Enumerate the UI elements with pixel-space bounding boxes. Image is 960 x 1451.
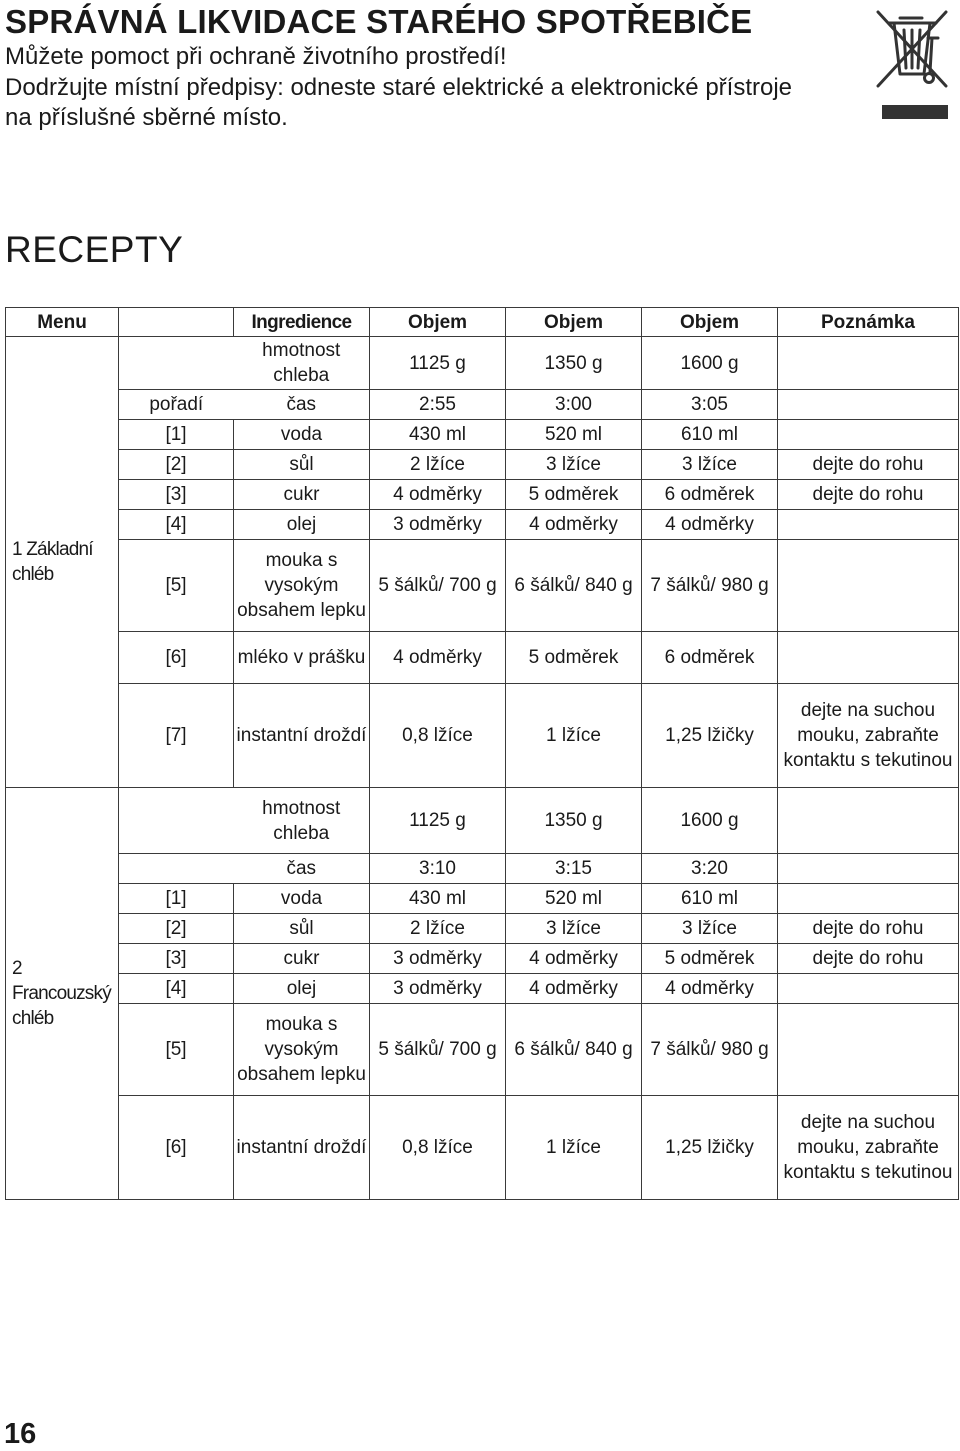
volume-cell: 610 ml	[642, 420, 778, 450]
note-cell	[778, 337, 959, 390]
volume-cell: 3 lžíce	[506, 914, 642, 944]
volume-cell: 4 odměrky	[506, 974, 642, 1004]
volume-cell: 7 šálků/ 980 g	[642, 540, 778, 632]
volume-cell: 3 odměrky	[370, 944, 506, 974]
recipes-table	[5, 307, 959, 1200]
volume-cell: 2 lžíce	[370, 914, 506, 944]
order-cell: [5]	[119, 540, 234, 632]
volume-cell: 5 odměrek	[506, 632, 642, 684]
volume-cell: 4 odměrky	[642, 974, 778, 1004]
table-row	[6, 884, 959, 914]
disposal-line: Můžete pomoct při ochraně životního prostředí!	[5, 43, 507, 70]
ingredient-cell: voda	[234, 884, 370, 914]
table-row	[6, 390, 959, 420]
volume-cell: 3 lžíce	[642, 914, 778, 944]
order-cell: [2]	[119, 450, 234, 480]
ingredient-cell: voda	[234, 420, 370, 450]
header-order	[119, 308, 234, 337]
ingredient-cell: čas	[234, 390, 370, 420]
volume-cell: 3:10	[370, 854, 506, 884]
disposal-line: Dodržujte místní předpisy: odneste staré elektrické a elektronické přístroje	[5, 73, 793, 101]
ingredient-cell: instantní droždí	[234, 1096, 370, 1200]
crossed-out-wheelie-bin-icon	[872, 8, 952, 123]
page-number: 16	[4, 1418, 37, 1450]
order-cell: [6]	[119, 632, 234, 684]
ingredient-cell: olej	[234, 974, 370, 1004]
volume-cell: 1 lžíce	[506, 684, 642, 788]
table-row	[6, 854, 959, 884]
ingredient-cell: čas	[234, 854, 370, 884]
ingredient-cell: olej	[234, 510, 370, 540]
volume-cell: 3 lžíce	[642, 450, 778, 480]
volume-cell: 1350 g	[506, 337, 642, 390]
table-row	[6, 944, 959, 974]
table-row	[6, 788, 959, 854]
volume-cell: 5 šálků/ 700 g	[370, 540, 506, 632]
note-cell	[778, 510, 959, 540]
volume-cell: 4 odměrky	[370, 632, 506, 684]
volume-cell: 0,8 lžíce	[370, 684, 506, 788]
note-cell	[778, 390, 959, 420]
volume-cell: 5 odměrek	[642, 944, 778, 974]
order-cell: [1]	[119, 420, 234, 450]
volume-cell: 3 lžíce	[506, 450, 642, 480]
ingredient-cell: sůl	[234, 914, 370, 944]
note-cell	[778, 420, 959, 450]
volume-cell: 1125 g	[370, 337, 506, 390]
ingredient-cell: cukr	[234, 944, 370, 974]
volume-cell: 1,25 lžičky	[642, 684, 778, 788]
volume-cell: 1600 g	[642, 337, 778, 390]
ingredient-cell: mléko v prášku	[234, 632, 370, 684]
ingredient-cell: hmotnost chleba	[234, 337, 370, 390]
order-cell: [3]	[119, 944, 234, 974]
order-cell: [3]	[119, 480, 234, 510]
volume-cell: 7 šálků/ 980 g	[642, 1004, 778, 1096]
disposal-text	[5, 42, 792, 134]
volume-cell: 0,8 lžíce	[370, 1096, 506, 1200]
ingredient-cell: instantní droždí	[234, 684, 370, 788]
volume-cell: 520 ml	[506, 884, 642, 914]
volume-cell: 1 lžíce	[506, 1096, 642, 1200]
menu-cell: 2 Francouzský chléb	[6, 788, 119, 1200]
order-cell: [5]	[119, 1004, 234, 1096]
volume-cell: 3:20	[642, 854, 778, 884]
volume-cell: 430 ml	[370, 420, 506, 450]
note-cell: dejte do rohu	[778, 450, 959, 480]
table-row	[6, 337, 959, 390]
table-row	[6, 974, 959, 1004]
note-cell: dejte do rohu	[778, 914, 959, 944]
header-ingredient: Ingredience	[234, 308, 370, 337]
ingredient-cell: sůl	[234, 450, 370, 480]
note-cell	[778, 974, 959, 1004]
volume-cell: 3 odměrky	[370, 974, 506, 1004]
volume-cell: 520 ml	[506, 420, 642, 450]
volume-cell: 1125 g	[370, 788, 506, 854]
volume-cell: 1350 g	[506, 788, 642, 854]
volume-cell: 430 ml	[370, 884, 506, 914]
ingredient-cell: hmotnost chleba	[234, 788, 370, 854]
header-volume-2: Objem	[506, 308, 642, 337]
order-cell	[119, 337, 234, 390]
note-cell: dejte do rohu	[778, 480, 959, 510]
ingredient-cell: cukr	[234, 480, 370, 510]
volume-cell: 1600 g	[642, 788, 778, 854]
volume-cell: 610 ml	[642, 884, 778, 914]
menu-cell: 1 Základní chléb	[6, 337, 119, 788]
volume-cell: 3:00	[506, 390, 642, 420]
recipes-title: RECEPTY	[5, 229, 184, 270]
volume-cell: 5 odměrek	[506, 480, 642, 510]
table-row	[6, 420, 959, 450]
table-header-row	[6, 308, 959, 337]
volume-cell: 3:05	[642, 390, 778, 420]
volume-cell: 3:15	[506, 854, 642, 884]
note-cell	[778, 788, 959, 854]
note-cell	[778, 1004, 959, 1096]
table-row	[6, 1096, 959, 1200]
order-cell: [6]	[119, 1096, 234, 1200]
table-row	[6, 480, 959, 510]
table-row	[6, 540, 959, 632]
header-note: Poznámka	[778, 308, 959, 337]
header-volume-3: Objem	[642, 308, 778, 337]
table-row	[6, 632, 959, 684]
order-cell: [2]	[119, 914, 234, 944]
note-cell: dejte na suchou mouku, zabraňte kontaktu s tekutinou	[778, 1096, 959, 1200]
order-cell: [1]	[119, 884, 234, 914]
table-row	[6, 450, 959, 480]
volume-cell: 4 odměrky	[506, 944, 642, 974]
volume-cell: 4 odměrky	[370, 480, 506, 510]
ingredient-cell: mouka s vysokým obsahem lepku	[234, 1004, 370, 1096]
volume-cell: 6 šálků/ 840 g	[506, 1004, 642, 1096]
volume-cell: 1,25 lžičky	[642, 1096, 778, 1200]
header-volume-1: Objem	[370, 308, 506, 337]
disposal-line: na příslušné sběrné místo.	[5, 104, 288, 131]
order-cell: [4]	[119, 510, 234, 540]
header-menu: Menu	[6, 308, 119, 337]
note-cell: dejte na suchou mouku, zabraňte kontaktu s tekutinou	[778, 684, 959, 788]
order-cell	[119, 854, 234, 884]
order-cell	[119, 788, 234, 854]
volume-cell: 5 šálků/ 700 g	[370, 1004, 506, 1096]
order-cell: [4]	[119, 974, 234, 1004]
volume-cell: 4 odměrky	[642, 510, 778, 540]
volume-cell: 2:55	[370, 390, 506, 420]
volume-cell: 6 šálků/ 840 g	[506, 540, 642, 632]
volume-cell: 2 lžíce	[370, 450, 506, 480]
ingredient-cell: mouka s vysokým obsahem lepku	[234, 540, 370, 632]
note-cell: dejte do rohu	[778, 944, 959, 974]
order-cell: pořadí	[119, 390, 234, 420]
note-cell	[778, 540, 959, 632]
table-row	[6, 914, 959, 944]
volume-cell: 3 odměrky	[370, 510, 506, 540]
order-cell: [7]	[119, 684, 234, 788]
volume-cell: 6 odměrek	[642, 632, 778, 684]
table-row	[6, 684, 959, 788]
table-row	[6, 1004, 959, 1096]
volume-cell: 4 odměrky	[506, 510, 642, 540]
disposal-title: SPRÁVNÁ LIKVIDACE STARÉHO SPOTŘEBIČE	[5, 3, 753, 40]
table-row	[6, 510, 959, 540]
note-cell	[778, 854, 959, 884]
note-cell	[778, 632, 959, 684]
volume-cell: 6 odměrek	[642, 480, 778, 510]
note-cell	[778, 884, 959, 914]
